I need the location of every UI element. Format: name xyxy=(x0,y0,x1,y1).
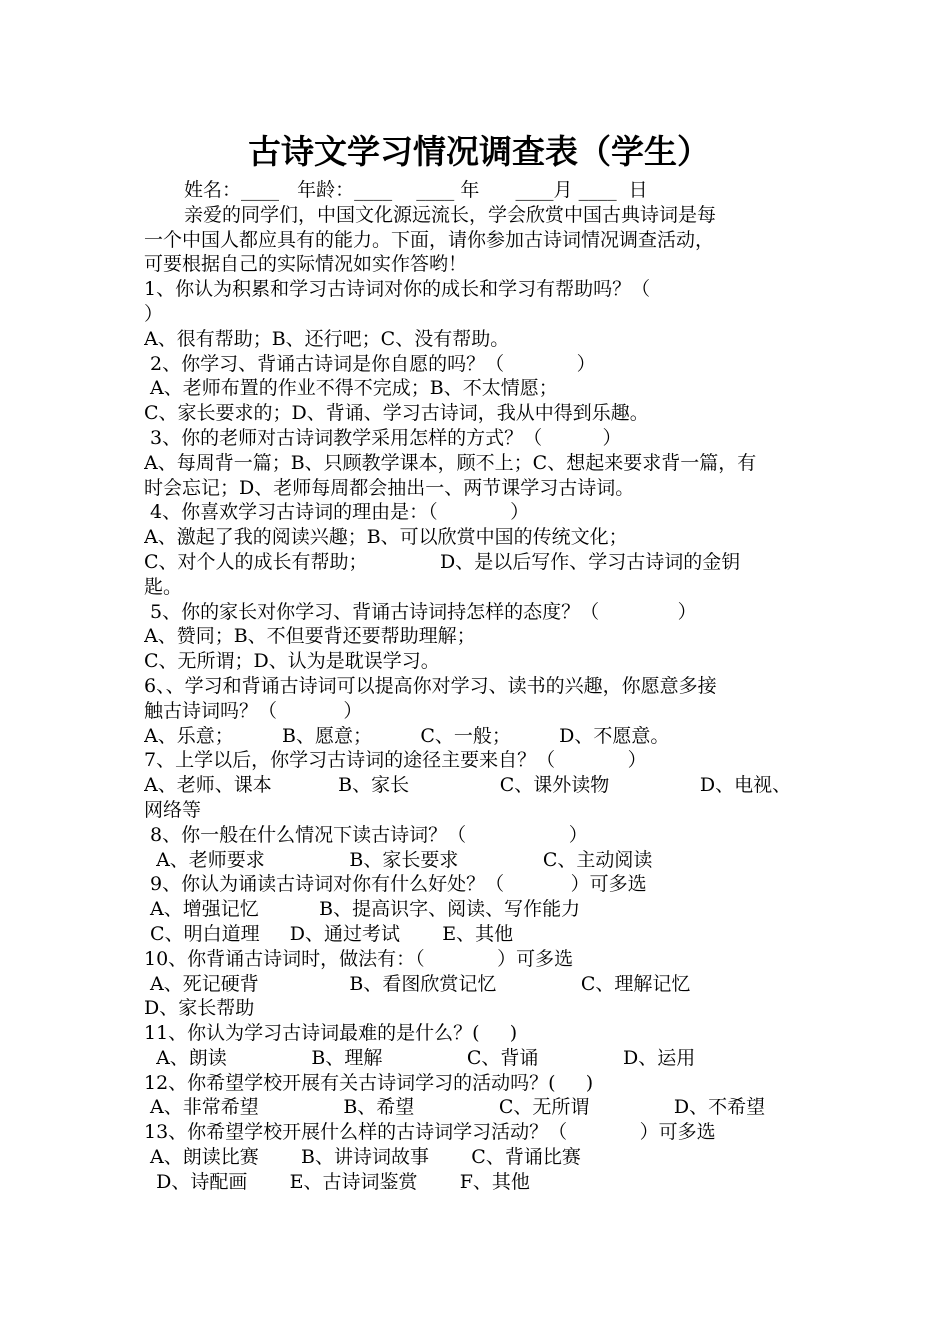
question-block xyxy=(144,748,814,822)
question-block xyxy=(144,947,814,1021)
intro-line: 可要根据自己的实际情况如实作答哟！ xyxy=(144,253,468,276)
answer-options: A、乐意； B、愿意； C、一般； D、不愿意。 xyxy=(144,724,670,747)
answer-options: A、死记硬背 B、看图欣赏记忆 C、理解记忆 xyxy=(144,972,691,995)
question-text: 12、你希望学校开展有关古诗词学习的活动吗？( ) xyxy=(144,1071,594,1094)
answer-options: A、非常希望 B、希望 C、无所谓 D、不希望 xyxy=(144,1096,766,1119)
question-text: ） xyxy=(144,302,164,325)
question-text: 13、你希望学校开展什么样的古诗词学习活动？（ ）可多选 xyxy=(144,1121,716,1144)
answer-options: C、家长要求的；D、背诵、学习古诗词，我从中得到乐趣。 xyxy=(144,402,649,425)
answer-options: D、家长帮助 xyxy=(144,997,255,1020)
intro-paragraph xyxy=(144,203,814,277)
question-block xyxy=(144,1021,814,1071)
answer-options: A、老师布置的作业不得不完成；B、不太情愿； xyxy=(144,377,558,400)
question-block xyxy=(144,352,814,426)
question-block xyxy=(144,277,814,351)
question-text: 4、你喜欢学习古诗词的理由是：（ ） xyxy=(144,501,530,524)
question-text: 3、你的老师对古诗词教学采用怎样的方式？（ ） xyxy=(144,426,622,449)
answer-options: C、对个人的成长有帮助； D、是以后写作、学习古诗词的金钥 xyxy=(144,550,741,573)
intro-line: 亲爱的同学们，中国文化源远流长，学会欣赏中国古典诗词是每 xyxy=(184,203,717,226)
answer-options: A、每周背一篇；B、只顾教学课本，顾不上；C、想起来要求背一篇，有 xyxy=(144,451,757,474)
answer-options: A、老师、课本 B、家长 C、课外读物 D、电视、 xyxy=(144,774,792,797)
answer-options: A、激起了我的阅读兴趣；B、可以欣赏中国的传统文化； xyxy=(144,526,628,549)
answer-options: 网络等 xyxy=(144,798,202,821)
info-text: 姓名：____ 年龄：____ ____ 年 ____月 ____ 日 xyxy=(184,179,648,201)
page-title: 古诗文学习情况调查表（学生） xyxy=(248,132,710,171)
answer-options: A、老师要求 B、家长要求 C、主动阅读 xyxy=(144,848,653,871)
question-list xyxy=(144,277,814,1194)
question-text: 9、你认为诵读古诗词对你有什么好处？（ ）可多选 xyxy=(144,873,647,896)
answer-options: A、增强记忆 B、提高识字、阅读、写作能力 xyxy=(144,898,581,921)
answer-options: D、诗配画 E、古诗词鉴赏 F、其他 xyxy=(144,1170,530,1193)
answer-options: 匙。 xyxy=(144,575,183,598)
question-text: 8、你一般在什么情况下读古诗词？（ ） xyxy=(144,823,588,846)
question-block xyxy=(144,600,814,674)
answer-options: A、朗读 B、理解 C、背诵 D、运用 xyxy=(144,1046,696,1069)
question-block xyxy=(144,823,814,873)
answer-options: A、很有帮助；B、还行吧；C、没有帮助。 xyxy=(144,327,510,350)
question-block xyxy=(144,500,814,599)
answer-options: A、赞同；B、不但要背还要帮助理解； xyxy=(144,625,476,648)
question-block xyxy=(144,426,814,500)
question-block xyxy=(144,872,814,946)
question-text: 5、你的家长对你学习、背诵古诗词持怎样的态度？（ ） xyxy=(144,600,697,623)
answer-options: C、无所谓；D、认为是耽误学习。 xyxy=(144,650,440,673)
survey-page xyxy=(144,128,814,1195)
answer-options: C、明白道理 D、通过考试 E、其他 xyxy=(144,922,514,945)
question-text: 2、你学习、背诵古诗词是你自愿的吗？（ ） xyxy=(144,352,596,375)
question-text: 7、上学以后，你学习古诗词的途径主要来自？（ ） xyxy=(144,749,647,772)
question-block xyxy=(144,674,814,748)
question-block xyxy=(144,1071,814,1121)
intro-line: 一个中国人都应具有的能力。下面，请你参加古诗词情况调查活动， xyxy=(144,228,715,251)
question-text: 10、你背诵古诗词时，做法有：（ ）可多选 xyxy=(144,947,574,970)
question-text: 触古诗词吗？（ ） xyxy=(144,699,363,722)
question-text: 6、、学习和背诵古诗词可以提高你对学习、读书的兴趣，你愿意多接 xyxy=(144,674,717,697)
answer-options: 时会忘记；D、老师每周都会抽出一、两节课学习古诗词。 xyxy=(144,476,635,499)
question-text: 11、你认为学习古诗词最难的是什么？( ) xyxy=(144,1022,518,1045)
student-info-line xyxy=(144,178,814,203)
question-block xyxy=(144,1120,814,1194)
question-text: 1、你认为积累和学习古诗词对你的成长和学习有帮助吗？（ xyxy=(144,278,651,301)
answer-options: A、朗读比赛 B、讲诗词故事 C、背诵比赛 xyxy=(144,1146,581,1169)
